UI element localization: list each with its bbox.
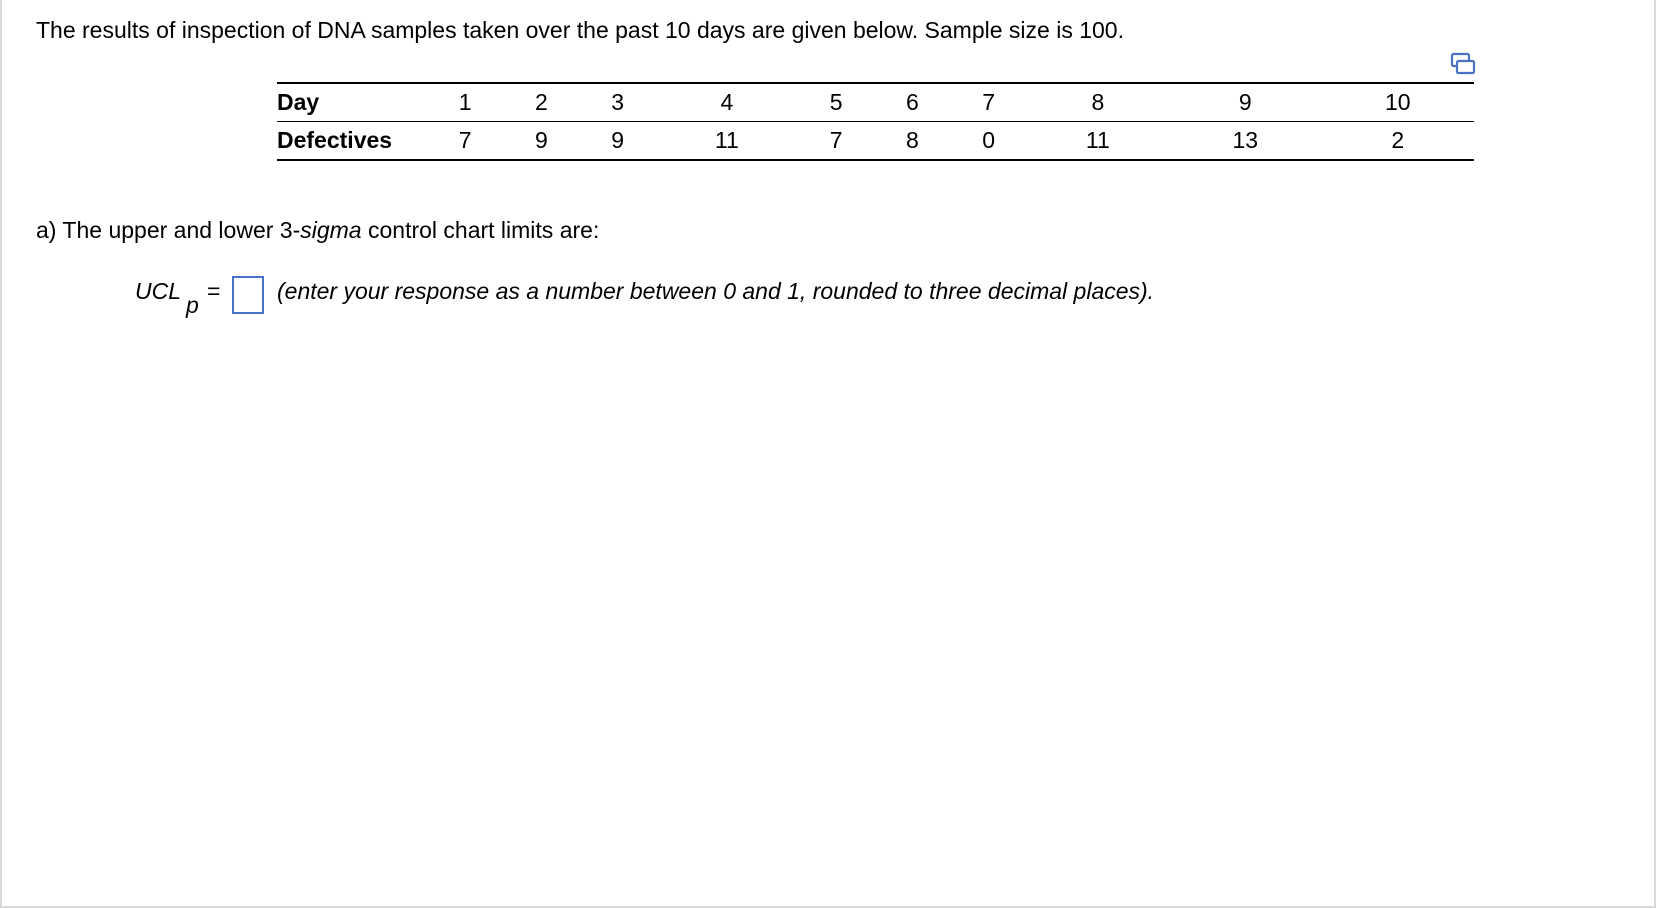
defectives-header: Defectives — [277, 122, 427, 161]
day-cell: 8 — [1027, 83, 1169, 122]
ucl-label: UCL — [135, 278, 182, 304]
day-header: Day — [277, 83, 427, 122]
question-a — [36, 214, 599, 246]
defectives-cell: 11 — [656, 122, 798, 161]
defectives-cell: 9 — [503, 122, 579, 161]
equals-sign: = — [207, 278, 221, 304]
day-cell: 7 — [950, 83, 1026, 122]
defectives-cell: 0 — [950, 122, 1026, 161]
table-row-defectives — [277, 122, 1474, 161]
intro-text: The results of inspection of DNA samples taken over the past 10 days are given below. Sample size is 100. — [36, 17, 1124, 43]
day-cell: 4 — [656, 83, 798, 122]
day-cell: 3 — [579, 83, 655, 122]
table-row-day — [277, 83, 1474, 122]
defectives-cell: 11 — [1027, 122, 1169, 161]
ucl-answer-input[interactable] — [232, 276, 264, 314]
day-cell: 10 — [1322, 83, 1475, 122]
ucl-subscript: p — [186, 292, 199, 318]
defectives-cell: 9 — [579, 122, 655, 161]
defectives-cell: 7 — [427, 122, 503, 161]
day-cell: 2 — [503, 83, 579, 122]
day-cell: 5 — [798, 83, 874, 122]
question-suffix: control chart limits are: — [361, 217, 600, 243]
defectives-cell: 2 — [1322, 122, 1475, 161]
defectives-cell: 8 — [874, 122, 950, 161]
day-cell: 9 — [1169, 83, 1321, 122]
defectives-cell: 13 — [1169, 122, 1321, 161]
question-prefix: a) The upper and lower 3- — [36, 217, 301, 243]
defectives-cell: 7 — [798, 122, 874, 161]
question-emphasis: sigma — [300, 217, 362, 243]
day-cell: 1 — [427, 83, 503, 122]
day-cell: 6 — [874, 83, 950, 122]
answer-hint: (enter your response as a number between 0 and 1, rounded to three decimal places). — [277, 278, 1155, 304]
defectives-table — [277, 82, 1474, 161]
copy-icon[interactable] — [1450, 52, 1476, 76]
